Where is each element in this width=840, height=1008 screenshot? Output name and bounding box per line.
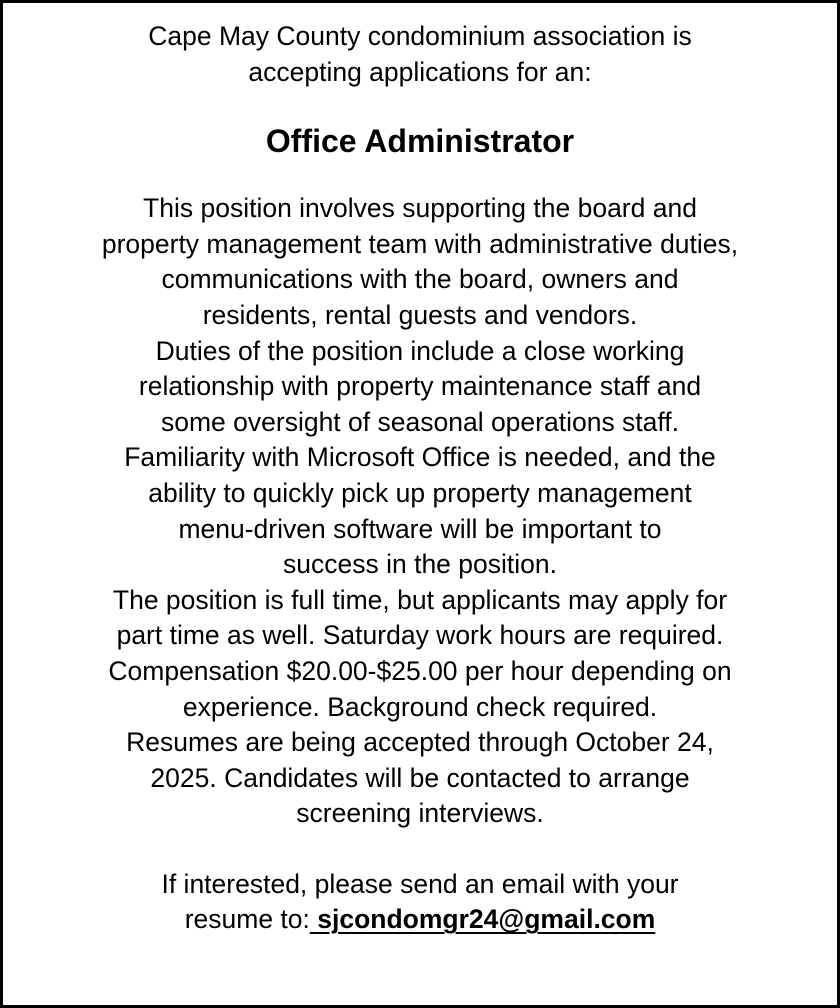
description-line: residents, rental guests and vendors. [202,299,638,330]
description-line: screening interviews. [296,798,544,829]
description-line: success in the position. [283,549,557,580]
contact-prefix: resume to: [184,904,310,935]
job-title: Office Administrator [265,123,575,160]
description-line: communications with the board, owners and [161,264,679,295]
description-line: The position is full time, but applicants may apply for [112,584,728,615]
description-line: part time as well. Saturday work hours are required. [116,620,724,651]
contact-line: If interested, please send an email with your [161,868,679,899]
intro-text [9,19,831,90]
description-line: menu-driven software will be important to [178,513,662,544]
description-line: Duties of the position include a close working [155,335,685,366]
email-link[interactable]: sjcondomgr24@gmail.com [317,904,656,935]
description-line: Familiarity with Microsoft Office is needed, and the [124,442,716,473]
advertisement-content [9,19,831,938]
description-line: relationship with property maintenance staff and [138,371,702,402]
contact-section [9,867,831,938]
contact-email-line [9,902,831,938]
description-line: This position involves supporting the board and [143,193,697,224]
job-description [9,191,831,832]
intro-line: Cape May County condominium association is [148,21,692,51]
description-line: Resumes are being accepted through October 24, [126,727,714,758]
description-line: some oversight of seasonal operations staff. [160,406,680,437]
intro-line: accepting applications for an: [248,56,592,87]
description-line: experience. Background check required. [182,691,658,722]
description-line: 2025. Candidates will be contacted to arrange [150,762,690,793]
description-line: Compensation $20.00-$25.00 per hour depending on [108,655,732,686]
description-line: ability to quickly pick up property management [148,477,692,508]
description-line: property management team with administrative duties, [101,228,739,259]
